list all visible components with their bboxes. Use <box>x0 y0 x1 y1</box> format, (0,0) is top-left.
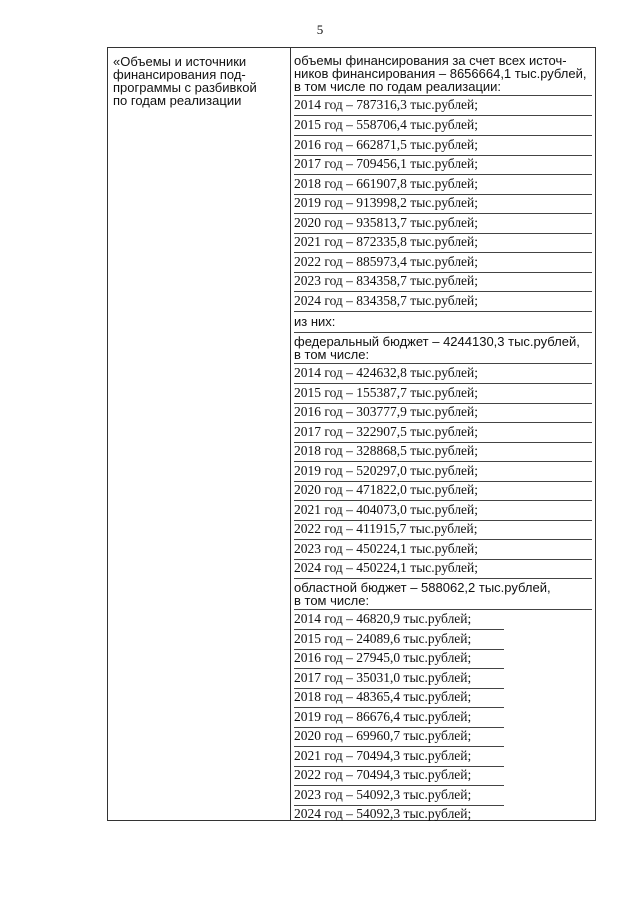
federal-year-row: 2016 год – 303777,9 тыс.рублей; <box>294 403 592 423</box>
regional-year-row: 2024 год – 54092,3 тыс.рублей; <box>294 806 472 821</box>
total-year-row: 2024 год – 834358,7 тыс.рублей; <box>294 292 592 312</box>
federal-amount-line: федеральный бюджет – 4244130,3 тыс.рублей, <box>294 334 580 349</box>
financing-table <box>107 47 596 821</box>
regional-including-line: в том числе: <box>294 594 592 610</box>
regional-year-row: 2014 год – 46820,9 тыс.рублей; <box>294 610 504 630</box>
regional-year-row: 2020 год – 69960,7 тыс.рублей; <box>294 727 504 747</box>
total-year-row: 2018 год – 661907,8 тыс.рублей; <box>294 175 592 195</box>
heading-line: «Объемы и источники <box>113 54 247 69</box>
total-by-year-line: в том числе по годам реализации: <box>294 80 592 96</box>
regional-year-row: 2021 год – 70494,3 тыс.рублей; <box>294 747 504 767</box>
regional-year-row: 2016 год – 27945,0 тыс.рублей; <box>294 649 504 669</box>
total-year-row: 2023 год – 834358,7 тыс.рублей; <box>294 272 592 292</box>
regional-year-row: 2019 год – 86676,4 тыс.рублей; <box>294 708 504 728</box>
total-amount-line: ников финансирования – 8656664,1 тыс.рублей, <box>294 66 587 81</box>
federal-year-row: 2023 год – 450224,1 тыс.рублей; <box>294 540 592 560</box>
regional-year-row: 2015 год – 24089,6 тыс.рублей; <box>294 630 504 650</box>
of-them-line: из них: <box>294 313 592 333</box>
total-year-row: 2014 год – 787316,3 тыс.рублей; <box>294 96 592 116</box>
total-year-row: 2021 год – 872335,8 тыс.рублей; <box>294 233 592 253</box>
federal-year-row: 2024 год – 450224,1 тыс.рублей; <box>294 559 592 579</box>
regional-amount-line: областной бюджет – 588062,2 тыс.рублей, <box>294 580 551 595</box>
federal-year-row: 2022 год – 411915,7 тыс.рублей; <box>294 520 592 540</box>
heading-line: финансирования под- <box>113 67 246 82</box>
regional-year-row: 2017 год – 35031,0 тыс.рублей; <box>294 669 504 689</box>
total-year-row: 2022 год – 885973,4 тыс.рублей; <box>294 253 592 273</box>
left-heading-cell <box>113 55 285 107</box>
federal-year-row: 2020 год – 471822,0 тыс.рублей; <box>294 481 592 501</box>
total-intro-line: объемы финансирования за счет всех источ- <box>294 53 567 68</box>
page-number: 5 <box>316 22 324 37</box>
total-year-row: 2020 год – 935813,7 тыс.рублей; <box>294 214 592 234</box>
federal-year-row: 2017 год – 322907,5 тыс.рублей; <box>294 423 592 443</box>
federal-including-line: в том числе: <box>294 348 592 364</box>
total-year-row: 2016 год – 662871,5 тыс.рублей; <box>294 136 592 156</box>
regional-year-row: 2023 год – 54092,3 тыс.рублей; <box>294 786 504 806</box>
heading-line: программы с разбивкой <box>113 80 257 95</box>
total-year-row: 2017 год – 709456,1 тыс.рублей; <box>294 155 592 175</box>
federal-year-row: 2015 год – 155387,7 тыс.рублей; <box>294 384 592 404</box>
federal-year-row: 2019 год – 520297,0 тыс.рублей; <box>294 462 592 482</box>
regional-year-row: 2022 год – 70494,3 тыс.рублей; <box>294 766 504 786</box>
federal-year-row: 2021 год – 404073,0 тыс.рублей; <box>294 501 592 521</box>
heading-line: по годам реализации <box>113 93 242 108</box>
regional-year-row: 2018 год – 48365,4 тыс.рублей; <box>294 688 504 708</box>
federal-year-row: 2018 год – 328868,5 тыс.рублей; <box>294 442 592 462</box>
total-year-row: 2015 год – 558706,4 тыс.рублей; <box>294 116 592 136</box>
total-year-row: 2019 год – 913998,2 тыс.рублей; <box>294 194 592 214</box>
column-divider <box>290 48 291 820</box>
federal-year-row: 2014 год – 424632,8 тыс.рублей; <box>294 364 592 384</box>
